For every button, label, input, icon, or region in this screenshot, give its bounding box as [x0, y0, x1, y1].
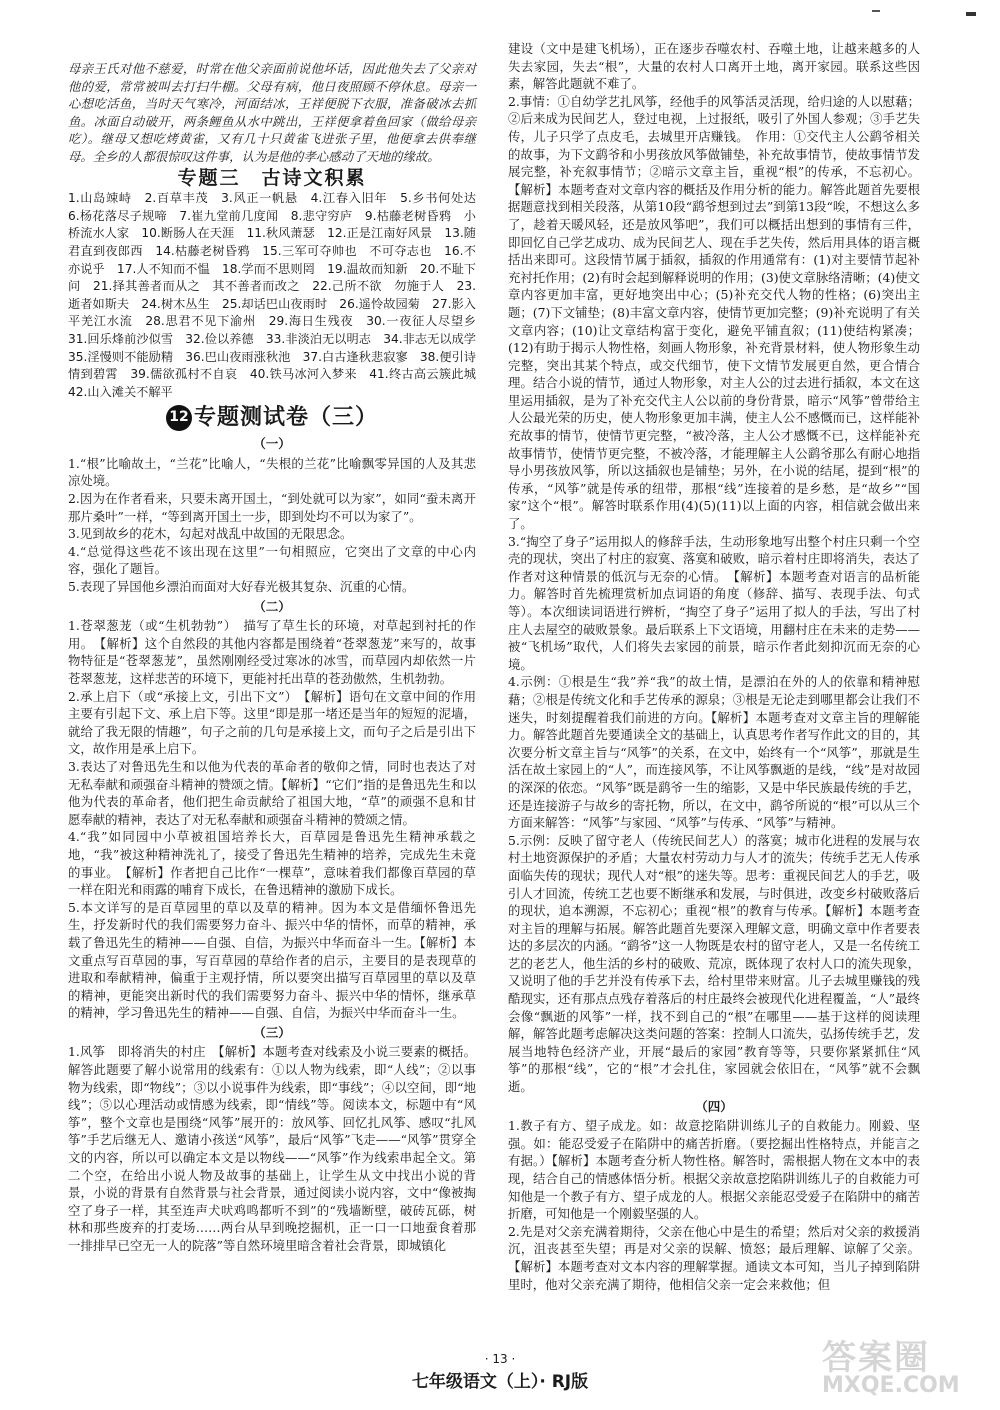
section-heading-3: （三） — [253, 1024, 291, 1040]
answer-item: 建设（文中是建飞机场），正在逐步吞噬农村、吞噬土地，让越来越多的人失去家园，失去“根”，大量的农村人口离开土地，离开家园。联系这些因素，解答此题就不难了。 — [508, 41, 920, 92]
answer-item: 3.见到故乡的花木，勾起对战乱中故国的无限思念。 — [68, 526, 353, 542]
scan-mark — [966, 12, 976, 16]
answer-item: 1.风筝 即将消失的村庄 【解析】本题考查对线索及小说三要素的概括。解答此题要了解小说常用的线索有：①以人物为线索，即“人线”；②以事物为线索，即“物线”；③以小说事件为线索，即“事线”；④以空间，即“地线”；⑤以心理活动或情感为线索，即“情线”等。阅读本文，标题中有“风筝”，整个文章也是围绕“风筝”展开的：放风筝、回忆扎风筝、感叹“扎风筝”手艺后继无人、邀请小孩送“风筝”，最后“风筝”飞走——“风筝”贯穿全文的内容，所以可以确定本文是以物线——“风筝”作为线索串起全文。第二个空，在给出小说人物及故事的基础上，让学生从文中找出小说的背景，小说的背景有自然背景与社会背景，通过阅读小说内容，文中“像被掏空了身子一样，其至连声犬吠鸡鸣都听不到”的“残墙断壁，破砖瓦砾，树林和那些废弃的打麦场……两台从早到晚挖掘机，正一口一口地蚕食着那一排排早已空无一人的院落”等自然环境里暗含着社会背景，即城镇化 — [68, 1044, 476, 1253]
answer-item: 4.“总觉得这些花不该出现在这里”一句相照应，它突出了文章的中心内容，强化了题旨。 — [68, 543, 476, 577]
answer-item: 4.示例：①根是生“我”养“我”的故土情，是漂泊在外的人的依靠和精神慰藉；②根是传统文化和手艺传承的源泉；③根是无论走到哪里都会让我们不迷失，时刻提醒着我们前进的方向。【解析】本题考查对文章主旨的理解能力。解答此题首先要通读全文的基础上，认真思考作者写作此文的目的，其次要分析文章主旨与“风筝”的关系，在文中，始终有一个“风筝”，那就是生活在故土家园上的“人”，而连接风筝，不让风筝飘逝的是线，“线”是对故园的深深的依恋。“风筝”既是鹞爷一生的缩影，又是中华民族最传统的手艺，还是连接游子与故乡的寄托物，所以，在文中，鹞爷所说的“根”可以从三个方面来解答：“风筝”与家园、“风筝”与传承、“风筝”与精神。 — [508, 674, 920, 831]
answer-item: 2.承上启下（或“承接上文，引出下文”） 【解析】语句在文章中间的作用主要有引起下文、承上启下等。这里“即是那一堵还是当年的短短的泥墙，就给了我无限的情趣”，句子之前的几句是承接上文，而句子之后是引出下文，故作用是承上启下。 — [68, 688, 476, 757]
answer-item: 4.“我”如同园中小草被祖国培养长大，百草园是鲁迅先生精神承载之地，“我”被这种精神洗礼了，接受了鲁迅先生精神的培养，完成先生未竟的事业。 【解析】作者把自己比作“一棵草”，意味着我们都像百草园的草一样在阳光和雨露的哺育下成长，在鲁迅精神的激励下成长。 — [68, 829, 476, 898]
answer-item: 5.表现了异国他乡漂泊而面对大好春光极其复杂、沉重的心情。 — [68, 579, 415, 595]
right-column — [508, 40, 920, 1292]
poem-answers: 1.山岛竦峙 2.百草丰茂 3.风正一帆悬 4.江春入旧年 5.乡书何处达 6.杨花落尽子规啼 7.崔九堂前几度闻 8.悲守穷庐 9.枯藤老树昏鸦 小桥流水人家 10.断肠人在天涯 11.秋风萧瑟 12.正是江南好风景 13.随君直到夜郎西 14.枯藤老树昏鸦 15.三军可夺帅也 不可夺志也 16.不亦说乎 17.人不知而不愠 18.学而不思则罔 19.温故而知新 20.不耻下问 21.择其善者而从之 其不善者而改之 22.己所不欲 勿施于人 23.逝者如斯夫 24.树木丛生 25.却话巴山夜雨时 26.遥怜故园菊 27.影入平羌江水流 28.思君不见下渝州 29.海日生残夜 30.一夜征人尽望乡 31.回乐烽前沙似雪 32.俭以养德 33.非淡泊无以明志 34.非志无以成学 35.淫慢则不能励精 36.巴山夜雨涨秋池 37.白古逢秋悲寂寥 38.便引诗情到碧霄 39.儒欲孤村不自哀 40.铁马冰河入梦来 41.终古高云簇此城 42.山入滩关不解平 — [68, 191, 489, 399]
answer-item: 3.“掏空了身子”运用拟人的修辞手法，生动形象地写出整个村庄只剩一个空壳的现状，突出了村庄的寂寞、落寞和破败，暗示着村庄即将消失，表达了作者对这种情景的低沉与无奈的心情。 【解析】本题考查对语言的品析能力。解答时首先梳理赏析加点词语的角度（修辞、描写、表现手法、句式等）。本次细读词语进行辨析，“掏空了身子”运用了拟人的手法，写出了村庄人去屋空的破败景象。最后联系上下文语境，用翻村庄在未来的走势——被“飞机场”取代，人们将失去家园的前景，暗示作者此刻抑沉而无奈的心境。 — [508, 533, 920, 672]
page-number: · 13 · — [484, 1352, 516, 1366]
test-heading — [68, 405, 476, 431]
intro-paragraph: 母亲王氏对他不慈爱，时常在他父亲面前说他坏话，因此他失去了父亲对他的爱，常常被叫去打扫牛棚。父母有病，他日夜照顾不停休息。母亲一心想吃活鱼，当时天气寒冷，河面结冰，王祥便脱下衣服，准备破冰去抓鱼。冰面自动破开，两条鲤鱼从水中跳出，王祥便拿着鱼回家（做给母亲吃）。继母又想吃烤黄雀，又有几十只黄雀飞进张子里，他便拿去供奉继母。全乡的人都很惊叹这件事，认为是他的孝心感动了天地的缘故。 — [68, 61, 476, 164]
answer-item: 1.“根”比喻故土，“兰花”比喻人，“失根的兰花”比喻飘零异国的人及其悲凉处境。 — [68, 455, 476, 489]
answer-item: 5.本文详写的是百草园里的草以及草的精神。因为本文是借缅怀鲁迅先生，抒发新时代的我们需要努力奋斗、振兴中华的情怀，而草的精神，承载了鲁迅先生的精神——自强、自信，为振兴中华而奋斗一生。【解析】本文重点写百草园的事，写百草园的草给作者的启示，主要目的是表现草的进取和奉献精神，偏重于主观抒情，所以要突出描写百草园里的草以及草的精神，更能突出新时代的我们需要努力奋斗、振兴中华的情怀，继承草的精神，学习鲁迅先生的精神——自强、自信，为振兴中华而奋斗一生。 — [68, 899, 476, 1021]
section-heading-2: （二） — [253, 598, 291, 614]
section-heading-4: （四） — [695, 1098, 733, 1114]
answer-item: 1.苍翠葱茏（或“生机勃勃”） 描写了草生长的环境，对草起到衬托的作用。 【解析】这个自然段的其他内容都是围绕着“苍翠葱茏”来写的，故事物特征是“苍翠葱茏”，虽然刚刚经受过寒冰的冰雪，而草园内却依然一片苍翠葱茏，这样悲苦的环境下，更能衬托出草的苍劲傲然，生机勃勃。 — [68, 618, 476, 686]
answer-item: 5.示例：反映了留守老人（传统民间艺人）的落寞；城市化进程的发展与农村土地资源保护的矛盾；大量农村劳动力与人才的流失；传统手艺无人传承面临失传的现状；现代人对“根”的迷失等。思考：重视民间艺人的手艺，吸引人才回流，传统工艺也要不断继承和发展，与时俱进，改变乡村破败落后的现状，追本溯源，不忘初心；重视“根”的教育与传承。【解析】本题考查对主旨的理解与拓展。解答此题首先要深入理解文意，明确文章中作者要表达的多层次的内涵。“鹞爷”这一人物既是农村的留守老人，又是一名传统工艺的老艺人，他生活的乡村的破败、荒凉，既体现了农村人口的流失现象，又说明了他的手艺并没有传承下去，给村里带来财富。儿子去城里赚钱的残酷现实，还有那点点残存着落后的村庄最终会被现代化进程覆盖，“人”最终会像“飘逝的风筝”一样，找不到自己的“根”在哪里——基于这样的阅读理解，解答此题考虑解决这类问题的答案：控制人口流失，弘扬传统手艺，发展当地特色经济产业，开展“最后的家园”教育等等，只要你紧紧抓住“风筝”的那根“线”，它的“根”才会扎住，家园就会依旧在，“风筝”就不会飘逝。 — [508, 832, 920, 1095]
watermark-url: MXQE.COM — [822, 1373, 960, 1398]
footer-title: 七年级语文（上）· RJ版 — [411, 1372, 589, 1392]
scan-mark — [872, 10, 880, 12]
watermark-logo — [822, 1330, 982, 1404]
number-badge: 12 — [166, 405, 192, 431]
left-column — [68, 60, 489, 1270]
section-heading-1: （一） — [253, 436, 291, 452]
answer-item: 3.表达了对鲁迅先生和以他为代表的革命者的敬仰之情，同时也表达了对无私奉献和顽强奋斗精神的赞颂之情。【解析】“它们”指的是鲁迅先生和以他为代表的革命者，他们把生命贡献给了祖国大地，“草”的顽强不息和甘愿奉献的精神，表达了对无私奉献和顽强奋斗精神的赞颂之情。 — [68, 758, 476, 827]
answer-item: 2.因为在作者看来，只要未离开国土，“到处就可以为家”，如同“蚕未离开那片桑叶”一样，“等到离开国土一步，即到处均不可以为家了”。 — [68, 491, 476, 524]
watermark-text: 答案圈 — [822, 1338, 930, 1378]
answer-item: 2.先是对父亲充满着期待，父亲在他心中是生的希望；然后对父亲的救援消沉，沮丧甚至失望；再是对父亲的误解、愤怒；最后理解、谅解了父亲。【解析】本题考查对文本内容的理解掌握。通读文本可知，当儿子掉到陷阱里时，他对父亲充满了期待，他相信父亲一定会来救他；但 — [508, 1223, 920, 1292]
answer-item: 1.教子有方、望子成龙。如：故意挖陷阱训练儿子的自救能力。刚毅、坚强。如：能忍受爱子在陷阱中的痛苦折磨。（要挖掘出性格特点，并能言之有据。）【解析】本题考查分析人物性格。解答时，需根据人物在文本中的表现，结合自己的情感体悟分析。根据父亲故意挖陷阱训练儿子的自救能力可知他是一个教子有方、望子成龙的人。根据父亲能忍受爱子在陷阱中的痛苦折磨，可知他是一个刚毅坚强的人。 — [508, 1118, 920, 1222]
answer-item: 2.事情：①自幼学艺扎风筝，经他手的风筝活灵活现，给归途的人以慰藉；②后来成为民间艺人，登过电视，上过报纸，吸引了外国人参观；③手艺失传，儿子只学了点皮毛，去城里开店赚钱。 作用：①交代主人公鹞爷相关的故事，为下文鹞爷和小男孩放风筝做铺垫，补充故事情节，使故事情节发展完整，补充叙事情节；②暗示文章主旨，重视“根”的传承，不忘初心。【解析】本题考查对文章内容的概括及作用分析的能力。解答此题首先要根据题意找到相关段落，从第10段“鹞爷想到过去”到第13段“唉，不想这么多了，趁着天暖风轻，还是放风筝吧”，我们可以概括出想到的事情有三件，即回忆自己学艺成功、成为民间艺人、现在手艺失传，然后用具体的语言概括出来即可。这段情节属于插叙，插叙的作用通常有：(1)对主要情节起补充衬托作用；(2)有时会起到解释说明的作用；(3)使文章脉络清晰；(4)使文章内容更加丰富，更好地突出中心；(5)补充交代人物的性格；(6)突出主题；(7)下文铺垫；(8)丰富文章内容，使情节更加完整；(9)补充说明了有关文章内容；(10)让文章结构富于变化，避免平铺直叙；(11)使结构紧凑；(12)有助于揭示人物性格，刻画人物形象，补充背景材料，使人物形象生动完整，突出其某个特点，或交代细节，使下文情节发展更自然，更合情合理。结合小说的情节，通过人物形象，对主人公的过去进行插叙，本文在这里运用插叙，是为了补充交代主人公以前的身份背景，暗示“风筝”曾带给主人公最光荣的历史，使人物形象更加丰满，使主人公不感慨而已，这样能补充故事的情节，使情节更完整，“被冷落，主人公才感慨不已，这样能补充故事情节，使情节更完整，不被冷落，才能理解主人公鹞爷那么有耐心地指导小男孩放风筝，所以这插叙也是铺垫；另外，在小说的结尾，提到“根”的传承，“风筝”就是传承的纽带，那根“线”连接着的是乡愁，是“故乡”“国家”这个“根”。解答时联系作用(4)(5)(11)以上面的内容，相信就会做出来了。 — [508, 93, 920, 532]
test-title: 专题测试卷（三） — [193, 405, 378, 431]
topic-title: 专题三 古诗文积累 — [177, 166, 367, 189]
